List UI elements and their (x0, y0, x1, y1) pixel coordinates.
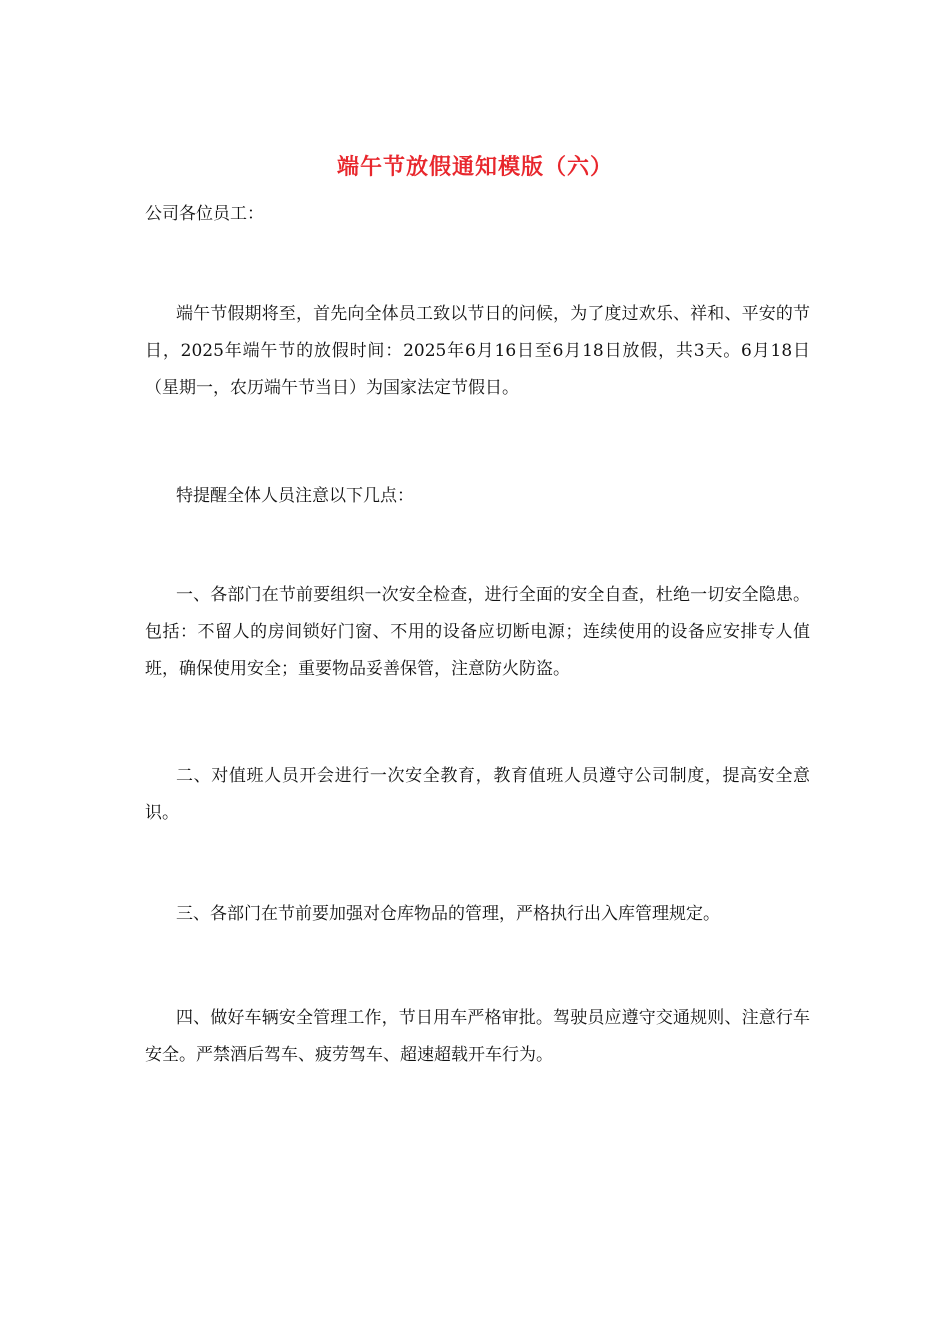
paragraph-item-3-warehouse: 三、各部门在节前要加强对仓库物品的管理，严格执行出入库管理规定。 (176, 904, 720, 924)
paragraph-reminder-intro: 特提醒全体人员注意以下几点： (176, 486, 414, 506)
paragraph-holiday-schedule: 端午节假期将至，首先向全体员工致以节日的问候，为了度过欢乐、祥和、平安的节日，2025年端午节的放假时间：2025年6月16日至6月18日放假，共3天。6月18日（星期一，农历端午节当日）为国家法定节假日。 (145, 304, 810, 398)
paragraph-item-1-safety-check: 一、各部门在节前要组织一次安全检查，进行全面的安全自查，杜绝一切安全隐患。包括：不留人的房间锁好门窗、不用的设备应切断电源；连续使用的设备应安排专人值班，确保使用安全；重要物品妥善保管，注意防火防盗。 (145, 585, 810, 679)
salutation: 公司各位员工： (145, 204, 264, 224)
paragraph-item-4-vehicles: 四、做好车辆安全管理工作，节日用车严格审批。驾驶员应遵守交通规则、注意行车安全。严禁酒后驾车、疲劳驾车、超速超载开车行为。 (145, 1008, 810, 1065)
paragraph-item-2-duty-education: 二、对值班人员开会进行一次安全教育，教育值班人员遵守公司制度，提高安全意识。 (145, 766, 810, 823)
document-title: 端午节放假通知模版（六） (336, 154, 613, 180)
